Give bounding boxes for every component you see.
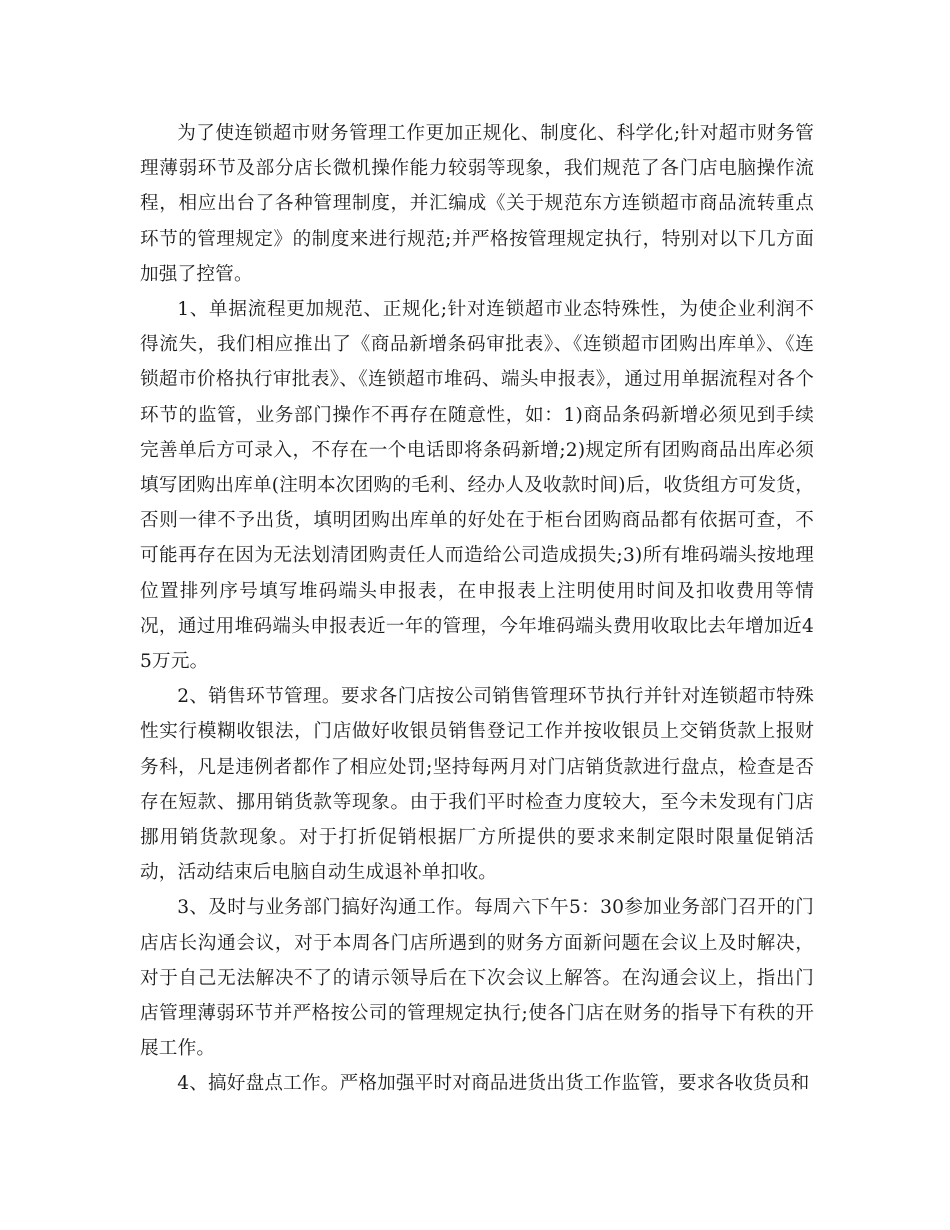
paragraph-item-2: 2、销售环节管理。要求各门店按公司销售管理环节执行并针对连锁超市特殊性实行模糊收银法，门店做好收银员销售登记工作并按收银员上交销货款上报财务科，凡是违例者都作了相应处罚;坚持每两月对门店销货款进行盘点，检查是否存在短款、挪用销货款等现象。由于我们平时检查力度较大，至今未发现有门店挪用销货款现象。对于打折促销根据厂方所提供的要求来制定限时限量促销活动，活动结束后电脑自动生成退补单扣收。 (140, 686, 814, 884)
paragraph-item-1: 1、单据流程更加规范、正规化;针对连锁超市业态特殊性，为使企业利润不得流失，我们相应推出了《商品新增条码审批表》、《连锁超市团购出库单》、《连锁超市价格执行审批表》、《连锁超市堆码、端头申报表》，通过用单据流程对各个环节的监管，业务部门操作不再存在随意性，如：1)商品条码新增必须见到手续完善单后方可录入，不存在一个电话即将条码新增;2)规定所有团购商品出库必须填写团购出库单(注明本次团购的毛利、经办人及收款时间)后，收货组方可发货，否则一律不予出货，填明团购出库单的好处在于柜台团购商品都有依据可查，不可能再存在因为无法划清团购责任人而造给公司造成损失;3)所有堆码端头按地理位置排列序号填写堆码端头申报表，在申报表上注明使用时间及扣收费用等情况，通过用堆码端头申报表近一年的管理，今年堆码端头费用收取比去年增加近45万元。 (140, 299, 814, 673)
paragraph-intro: 为了使连锁超市财务管理工作更加正规化、制度化、科学化;针对超市财务管理薄弱环节及部分店长微机操作能力较弱等现象，我们规范了各门店电脑操作流程，相应出台了各种管理制度，并汇编成《关于规范东方连锁超市商品流转重点环节的管理规定》的制度来进行规范;并严格按管理规定执行，特别对以下几方面加强了控管。 (140, 123, 814, 285)
document-page (140, 116, 814, 1102)
paragraph-item-3: 3、及时与业务部门搞好沟通工作。每周六下午5：30参加业务部门召开的门店店长沟通会议，对于本周各门店所遇到的财务方面新问题在会议上及时解决，对于自己无法解决不了的请示领导后在下次会议上解答。在沟通会议上，指出门店管理薄弱环节并严格按公司的管理规定执行;使各门店在财务的指导下有秩的开展工作。 (140, 897, 814, 1060)
paragraph-item-4: 4、搞好盘点工作。严格加强平时对商品进货出货工作监管，要求各收货员和 (177, 1073, 810, 1095)
